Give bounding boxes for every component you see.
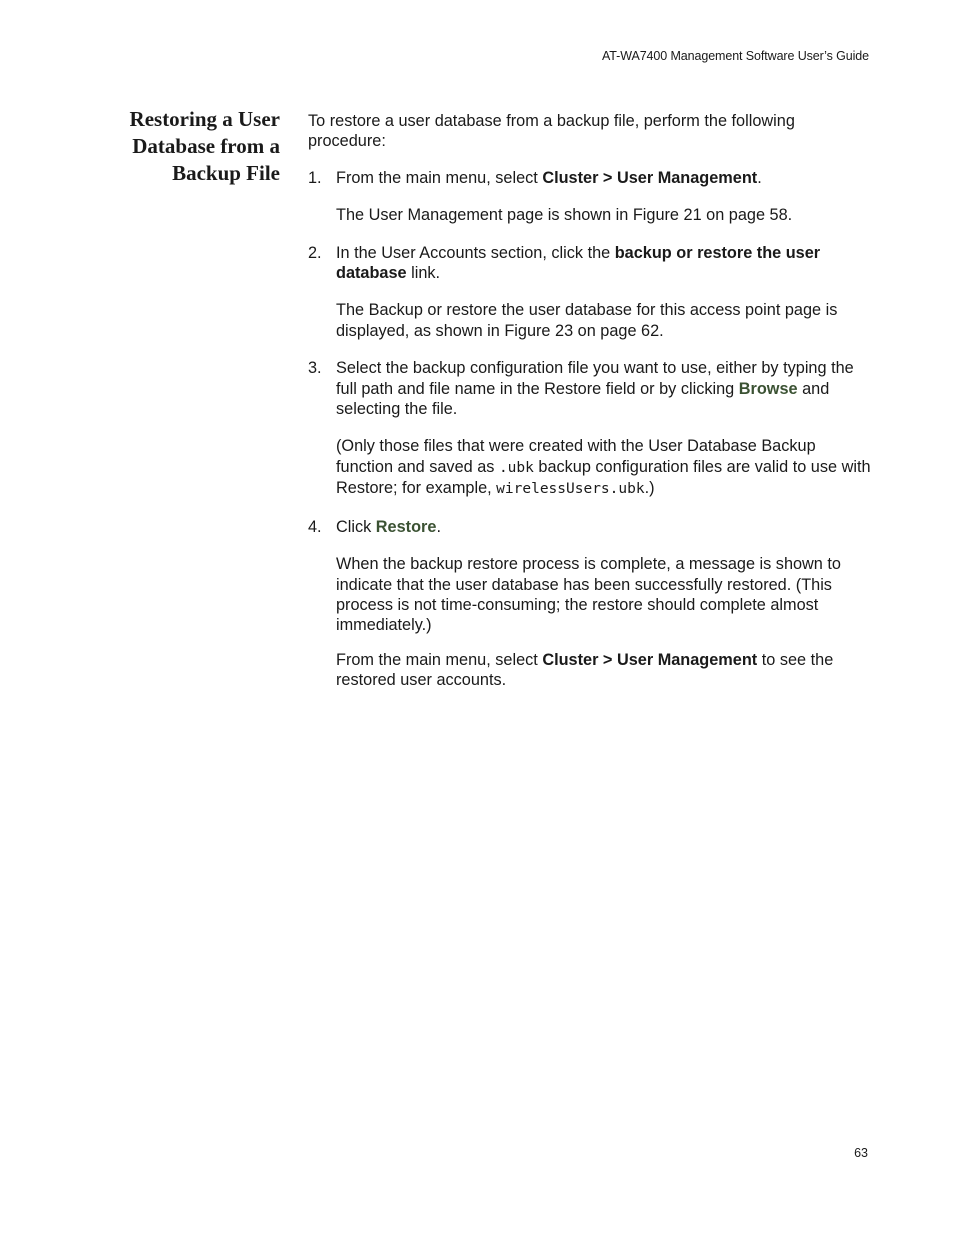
restore-button-name: Restore	[375, 517, 437, 536]
step-text: Click	[336, 517, 376, 536]
step-4-final	[308, 650, 874, 691]
step-2-note: The Backup or restore the user database for this access point page is displayed, as shown in Figure 23 on page 62.	[336, 301, 838, 340]
browse-button-name: Browse	[738, 379, 798, 398]
step-text: In the User Accounts section, click the	[336, 243, 615, 262]
example-filename-code: wirelessUsers.ubk	[496, 481, 645, 498]
step-1-note: The User Management page is shown in Figure 21 on page 58.	[336, 206, 793, 225]
step-4-note: When the backup restore process is complete, a message is shown to indicate that the user database has been successfully restored. (This process is not time-consuming; the restore should complete almost immediately.)	[336, 555, 841, 635]
step-2	[308, 243, 874, 284]
final-text: From the main menu, select	[336, 650, 543, 669]
step-number: 4.	[308, 517, 322, 536]
step-number: 2.	[308, 243, 322, 262]
note-text: (Only those files that were created with the User Database Backup function and saved as	[336, 437, 816, 476]
page-number: 63	[854, 1146, 868, 1160]
step-3	[308, 358, 874, 419]
step-1	[308, 168, 874, 188]
step-4	[308, 517, 874, 537]
step-number: 1.	[308, 168, 322, 187]
link-name: backup or restore the user database	[336, 243, 821, 283]
section-title-line-2: Database from a	[132, 134, 280, 158]
file-extension-code: .ubk	[498, 459, 534, 476]
final-text-end: to see the restored user accounts.	[336, 650, 834, 690]
procedure-body	[308, 111, 874, 708]
step-text: From the main menu, select	[336, 168, 543, 187]
section-title-line-1: Restoring a User	[129, 107, 280, 131]
section-title-line-3: Backup File	[172, 161, 280, 185]
step-text-end: and selecting the file.	[336, 379, 830, 419]
step-text-end: .	[436, 517, 441, 536]
note-text-mid: backup configuration files are valid to use with Restore; for example,	[336, 457, 871, 498]
menu-path: Cluster > User Management	[542, 168, 758, 187]
menu-path: Cluster > User Management	[542, 650, 758, 669]
step-text: Select the backup configuration file you want to use, either by typing the full path and file name in the Restore field or by clicking	[336, 359, 854, 398]
step-number: 3.	[308, 359, 322, 378]
step-text-end: link.	[406, 264, 441, 283]
step-3-note	[308, 436, 874, 499]
step-text-end: .	[757, 168, 762, 187]
intro-paragraph: To restore a user database from a backup file, perform the following procedure:	[308, 112, 795, 151]
note-text-end: .)	[644, 479, 655, 498]
section-title	[80, 106, 280, 187]
running-header: AT-WA7400 Management Software User’s Guide	[602, 49, 869, 63]
